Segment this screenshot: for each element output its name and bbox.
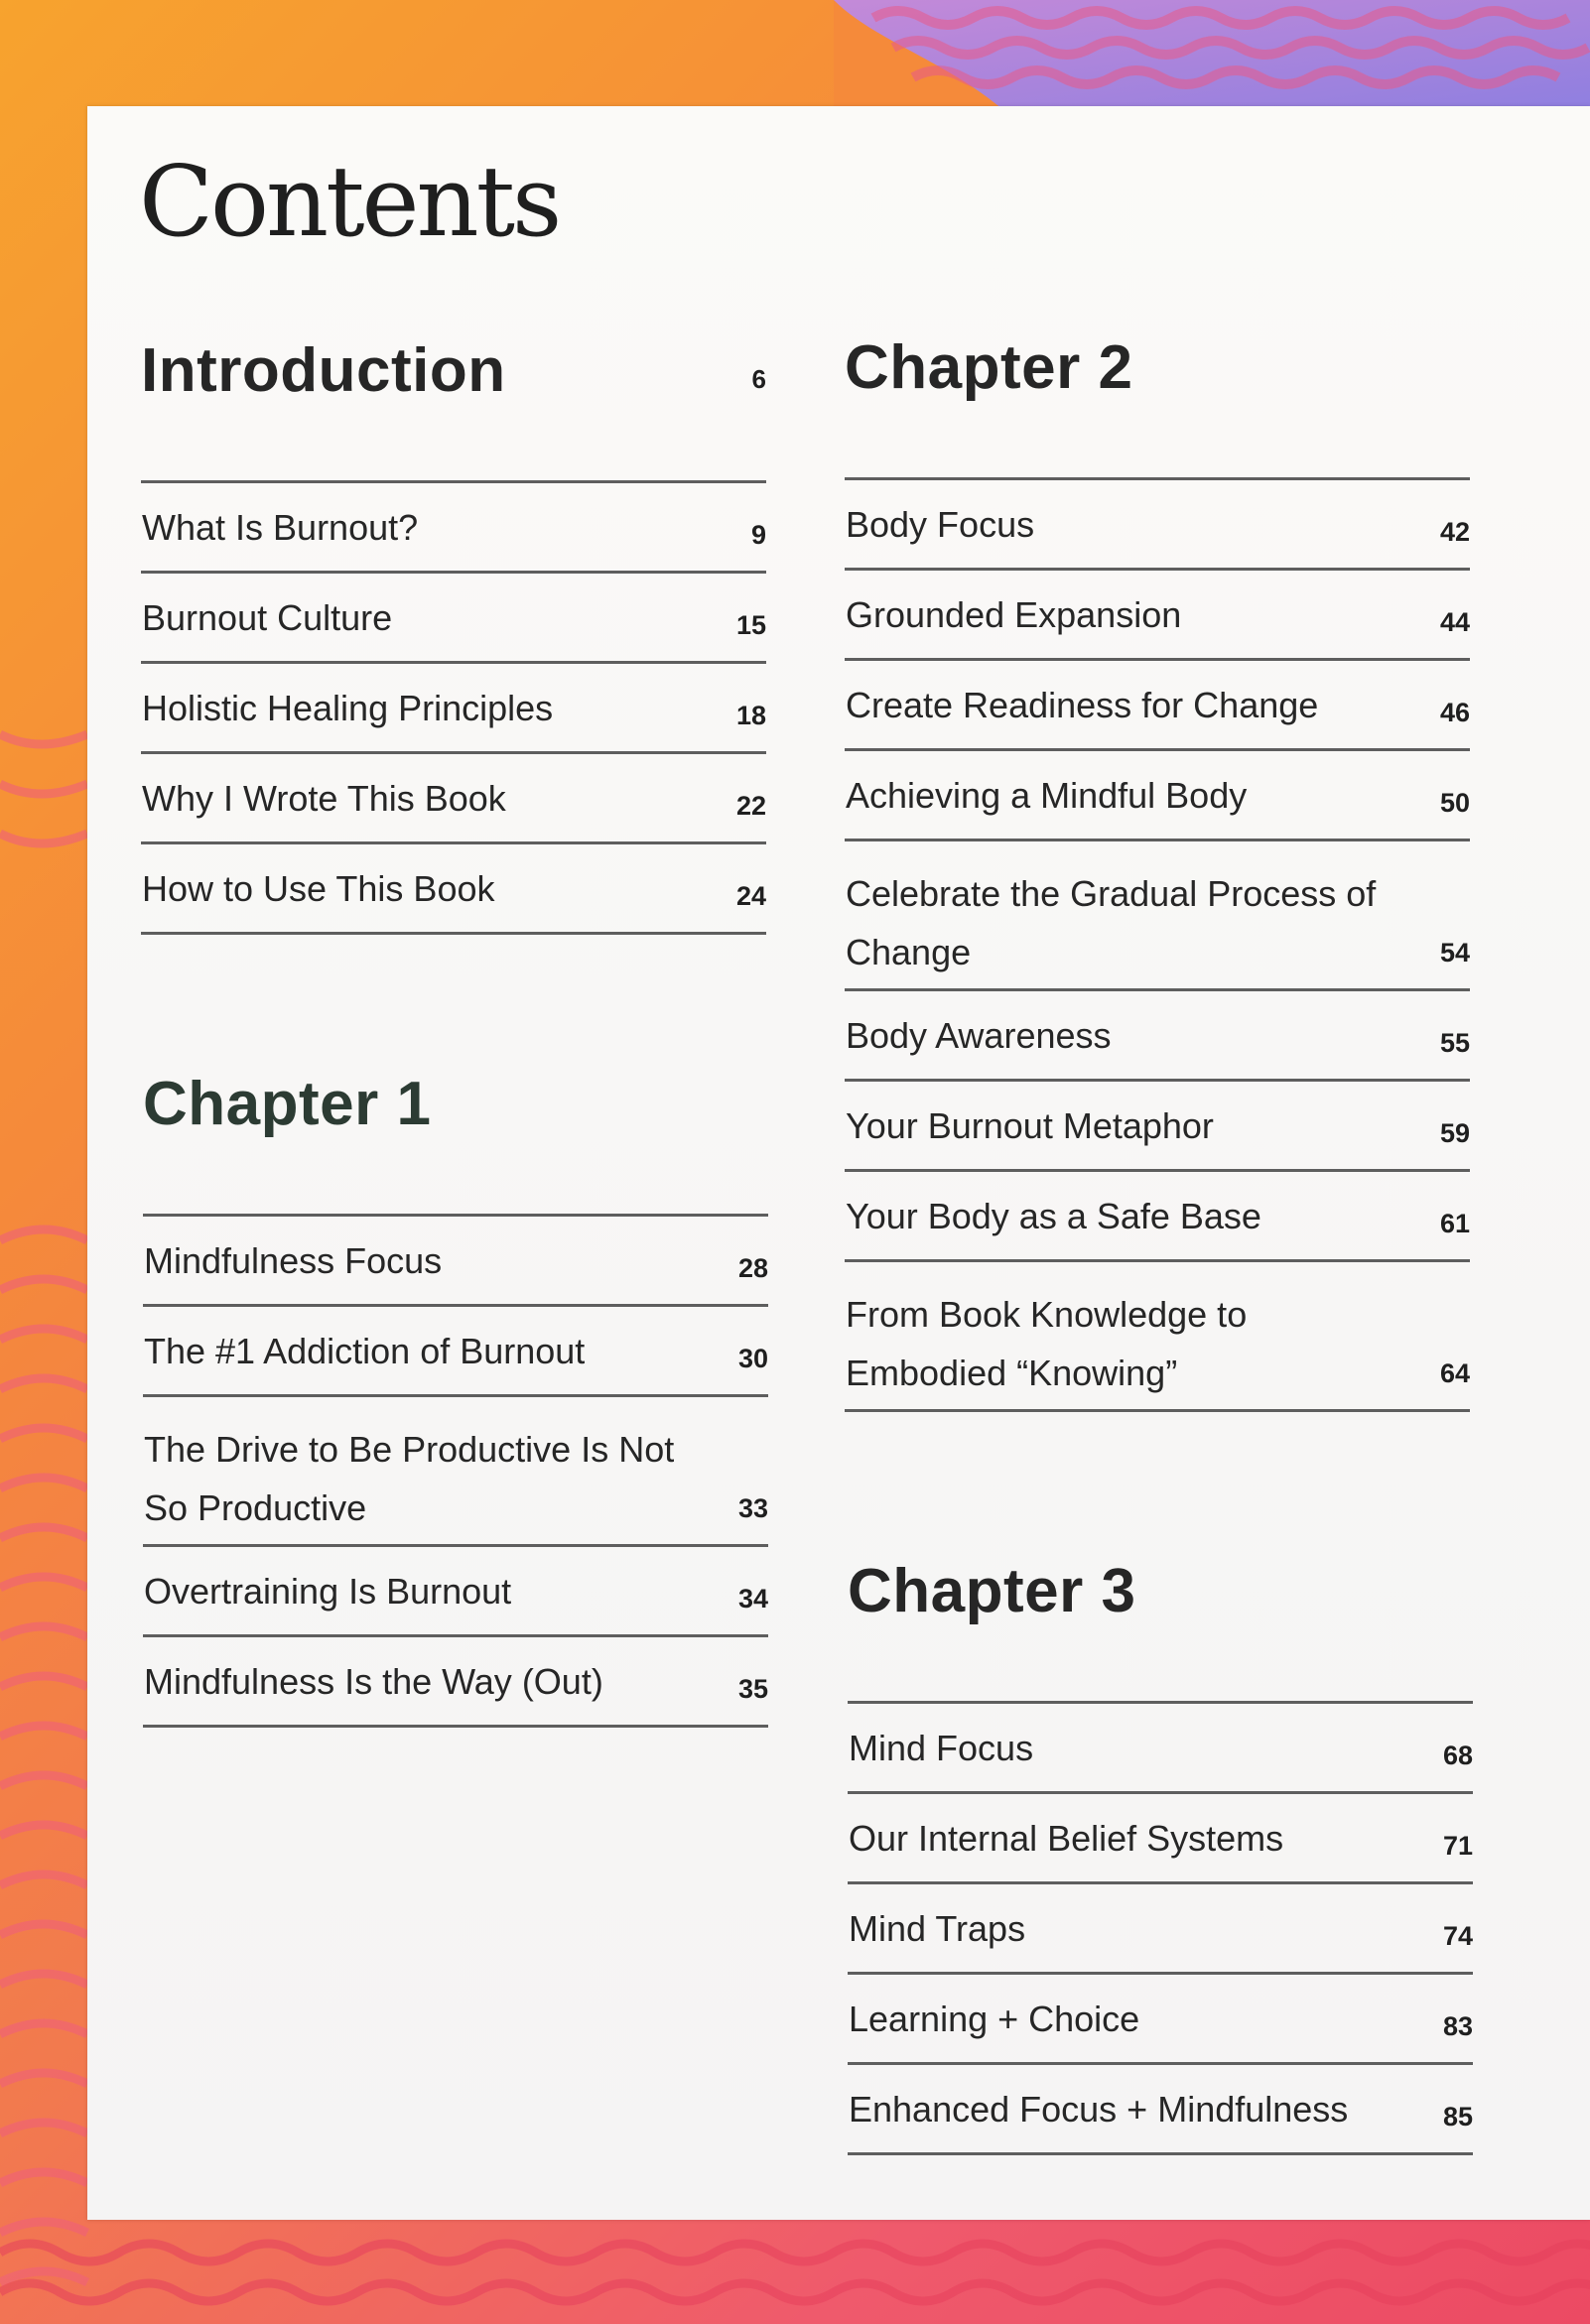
toc-entry[interactable] <box>845 841 1470 991</box>
toc-entry[interactable] <box>848 1794 1473 1884</box>
toc-entry-title: Why I Wrote This Book <box>142 778 506 819</box>
toc-entry-title: Your Burnout Metaphor <box>846 1105 1214 1146</box>
chapter2-title: Chapter 2 <box>845 333 1133 402</box>
toc-entry[interactable] <box>848 1884 1473 1975</box>
toc-entry[interactable] <box>845 751 1470 841</box>
toc-entry-page: 30 <box>737 1344 768 1373</box>
chapter3-section <box>848 1557 1473 2155</box>
introduction-page-number: 6 <box>751 364 766 394</box>
toc-entry[interactable] <box>845 1172 1470 1262</box>
toc-entry[interactable] <box>143 1217 768 1307</box>
introduction-heading <box>141 336 766 480</box>
toc-entry[interactable] <box>845 480 1470 571</box>
toc-entry-page: 68 <box>1442 1741 1473 1770</box>
toc-entry-page: 59 <box>1439 1118 1470 1148</box>
toc-entry-page: 22 <box>735 791 766 821</box>
toc-entry-title: From Book Knowledge to Embodied “Knowing” <box>846 1294 1248 1393</box>
toc-entry[interactable] <box>141 574 766 664</box>
toc-entry-title: Body Awareness <box>846 1015 1112 1056</box>
toc-entry-page: 74 <box>1442 1921 1473 1951</box>
toc-entry-title: Body Focus <box>846 504 1035 545</box>
toc-entry[interactable] <box>848 1704 1473 1794</box>
toc-entry[interactable] <box>845 571 1470 661</box>
toc-entry-title: Create Readiness for Change <box>846 685 1319 725</box>
introduction-section <box>141 336 766 935</box>
chapter2-heading <box>845 333 1470 477</box>
toc-entry[interactable] <box>141 483 766 574</box>
chapter1-section <box>143 1070 768 1728</box>
toc-entry-title: Our Internal Belief Systems <box>849 1818 1284 1859</box>
contents-page <box>87 106 1590 2220</box>
toc-entry-page: 54 <box>1439 938 1470 968</box>
toc-entry-page: 9 <box>750 520 766 550</box>
chapter3-list <box>848 1701 1473 2155</box>
toc-entry-title: Celebrate the Gradual Process of Change <box>846 873 1377 972</box>
toc-entry[interactable] <box>143 1547 768 1637</box>
toc-entry[interactable] <box>848 1975 1473 2065</box>
toc-entry-title: Burnout Culture <box>142 597 393 638</box>
toc-entry-title: What Is Burnout? <box>142 507 419 548</box>
chapter1-title: Chapter 1 <box>143 1070 432 1138</box>
toc-entry-title: Mindfulness Is the Way (Out) <box>144 1661 603 1702</box>
toc-entry-page: 15 <box>735 610 766 640</box>
toc-entry[interactable] <box>141 664 766 754</box>
toc-entry-page: 18 <box>735 701 766 730</box>
toc-entry-title: Mind Focus <box>849 1728 1034 1768</box>
toc-entry-title: Learning + Choice <box>849 1999 1140 2039</box>
toc-entry-title: Your Body as a Safe Base <box>846 1196 1261 1236</box>
toc-entry-page: 34 <box>737 1584 768 1614</box>
chapter2-list <box>845 477 1470 1412</box>
toc-entry-page: 55 <box>1439 1028 1470 1058</box>
toc-entry-page: 64 <box>1439 1358 1470 1388</box>
toc-entry-title: Holistic Healing Principles <box>142 688 554 728</box>
toc-entry-title: Grounded Expansion <box>846 594 1182 635</box>
toc-entry-title: Mind Traps <box>849 1908 1026 1949</box>
chapter2-section <box>845 333 1470 1412</box>
toc-entry[interactable] <box>848 2065 1473 2155</box>
toc-entry-title: Mindfulness Focus <box>144 1240 443 1281</box>
toc-entry-page: 46 <box>1439 698 1470 727</box>
toc-entry-title: How to Use This Book <box>142 868 495 909</box>
toc-entry[interactable] <box>845 1262 1470 1412</box>
toc-entry[interactable] <box>141 844 766 935</box>
toc-entry-page: 33 <box>737 1493 768 1523</box>
toc-entry[interactable] <box>845 661 1470 751</box>
toc-entry-title: Overtraining Is Burnout <box>144 1571 512 1612</box>
toc-entry[interactable] <box>845 1082 1470 1172</box>
toc-entry-page: 42 <box>1439 517 1470 547</box>
toc-entry[interactable] <box>143 1307 768 1397</box>
toc-entry-page: 28 <box>737 1253 768 1283</box>
toc-entry-page: 24 <box>735 881 766 911</box>
toc-entry-page: 83 <box>1442 2011 1473 2041</box>
chapter1-list <box>143 1214 768 1728</box>
toc-entry[interactable] <box>143 1637 768 1728</box>
toc-entry-title: Enhanced Focus + Mindfulness <box>849 2089 1349 2130</box>
toc-entry-page: 44 <box>1439 607 1470 637</box>
introduction-list <box>141 480 766 935</box>
chapter1-heading <box>143 1070 768 1214</box>
toc-entry-page: 85 <box>1442 2102 1473 2131</box>
toc-entry-title: The Drive to Be Productive Is Not So Productive <box>144 1429 675 1528</box>
toc-entry-title: Achieving a Mindful Body <box>846 775 1248 816</box>
toc-entry-page: 35 <box>737 1674 768 1704</box>
introduction-title: Introduction <box>141 336 506 405</box>
toc-entry-page: 71 <box>1442 1831 1473 1861</box>
toc-entry-page: 50 <box>1439 788 1470 818</box>
toc-entry[interactable] <box>143 1397 768 1547</box>
toc-entry[interactable] <box>141 754 766 844</box>
chapter3-heading <box>848 1557 1473 1701</box>
toc-entry[interactable] <box>845 991 1470 1082</box>
toc-entry-title: The #1 Addiction of Burnout <box>144 1331 586 1371</box>
toc-entry-page: 61 <box>1439 1209 1470 1238</box>
chapter3-title: Chapter 3 <box>848 1557 1136 1625</box>
page-title: Contents <box>139 146 560 259</box>
